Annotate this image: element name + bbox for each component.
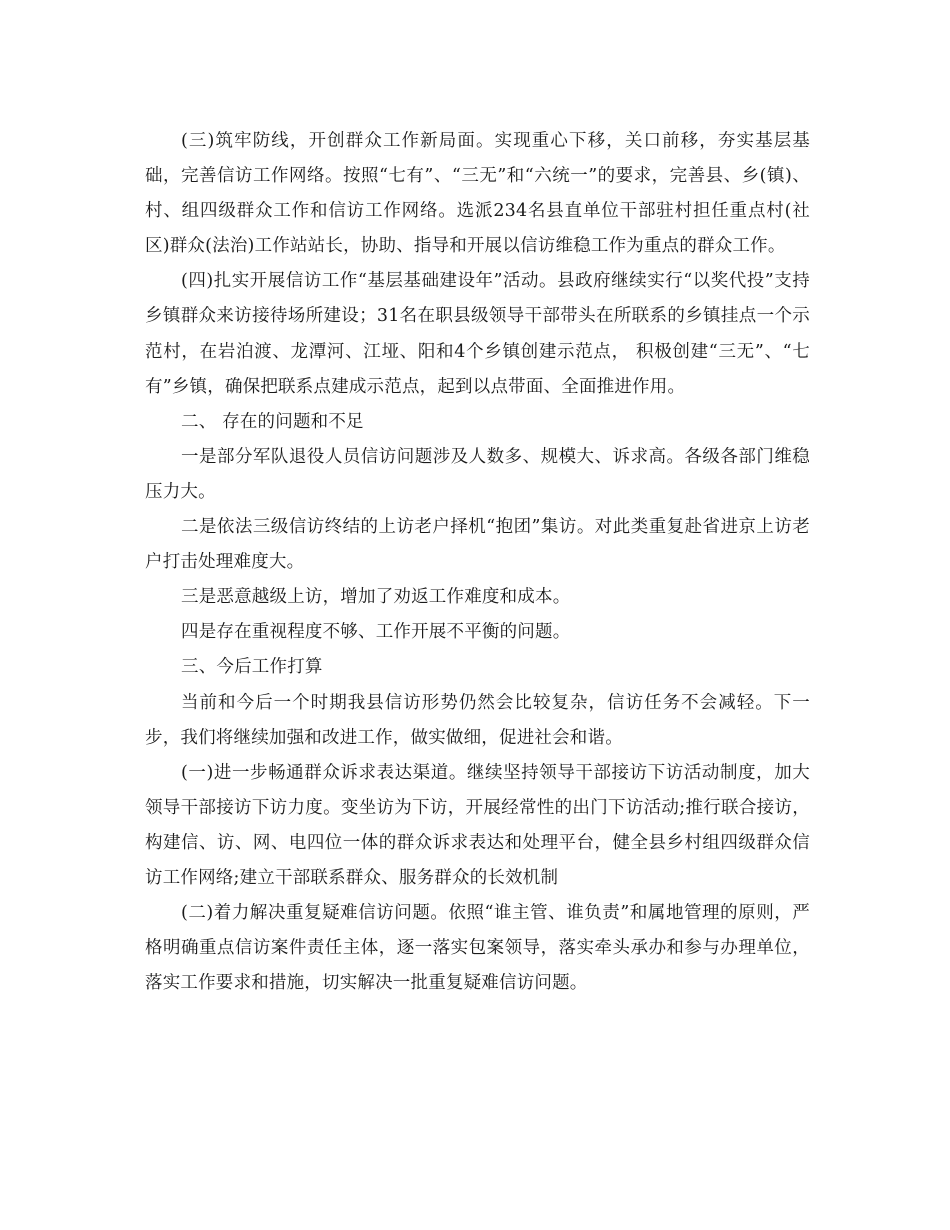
paragraph-build-defense: (三)筑牢防线，开创群众工作新局面。实现重心下移，关口前移，夯实基层基础，完善信访工作网络。按照“七有”、“三无”和“六统一”的要求，完善县、乡(镇)、村、组四级群众工作和信访工作网络。选派234名县直单位干部驻村担任重点村(社区)群众(法治)工作站站长，协助、指导和开展以信访维稳工作为重点的群众工作。 [145,131,811,257]
paragraph-problem-3: 三是恶意越级上访，增加了劝返工作难度和成本。 [181,587,571,608]
paragraph-grassroots-year: (四)扎实开展信访工作“基层基础建设年”活动。县政府继续实行“以奖代投”支持乡镇群众来访接待场所建设；31名在职县级领导干部带头在所联系的乡镇挂点一个示范村，在岩泊渡、龙潭河、江垭、阳和4个乡镇创建示范点， 积极创建“三无”、“七有”乡镇，确保把联系点建成示范点，起到以点带面、全面推进作用。 [145,271,810,397]
paragraph-problem-2: 二是依法三级信访终结的上访老户择机“抱团”集访。对此类重复赴省进京上访老户打击处理难度大。 [145,517,810,573]
paragraph-plan-1: (一)进一步畅通群众诉求表达渠道。继续坚持领导干部接访下访活动制度，加大领导干部接访下访力度。变坐访为下访，开展经常性的出门下访活动;推行联合接访，构建信、访、网、电四位一体的群众诉求表达和处理平台，健全县乡村组四级群众信访工作网络;建立干部联系群众、服务群众的长效机制 [145,762,810,888]
paragraph-plan-2: (二)着力解决重复疑难信访问题。依照“谁主管、谁负责”和属地管理的原则，严格明确重点信访案件责任主体，逐一落实包案领导，落实牵头承办和参与办理单位，落实工作要求和措施，切实解决一批重复疑难信访问题。 [145,903,810,994]
paragraph-plans-intro: 当前和今后一个时期我县信访形势仍然会比较复杂，信访任务不会减轻。下一步，我们将继续加强和改进工作，做实做细，促进社会和谐。 [145,692,810,748]
section-heading-problems: 二、 存在的问题和不足 [181,411,364,432]
document-body [145,124,810,1001]
section-heading-plans: 三、今后工作打算 [181,657,323,678]
paragraph-problem-1: 一是部分军队退役人员信访问题涉及人数多、规模大、诉求高。各级各部门维稳压力大。 [145,446,810,502]
paragraph-problem-4: 四是存在重视程度不够、工作开展不平衡的问题。 [181,622,571,643]
